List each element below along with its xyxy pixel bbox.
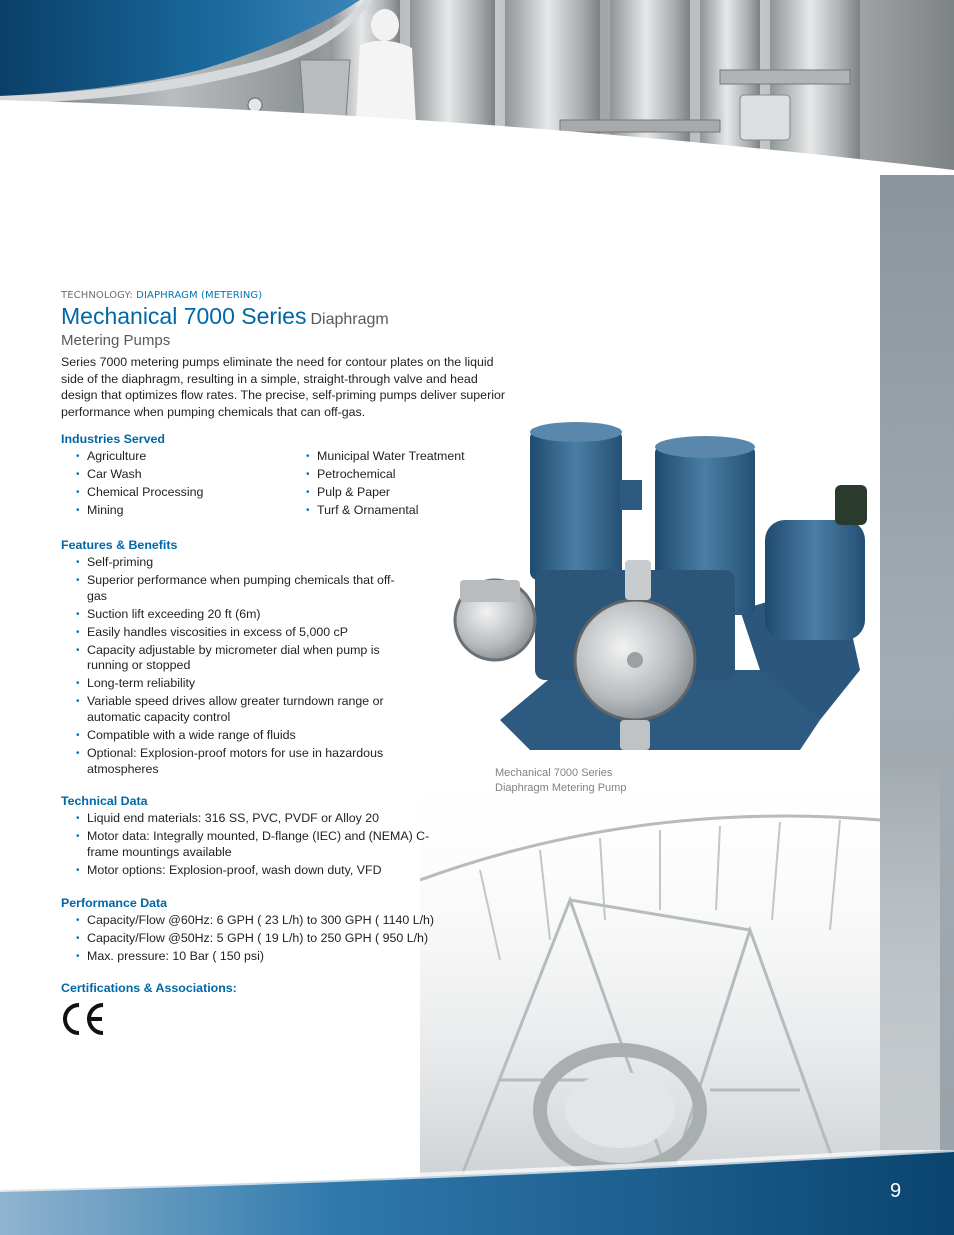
technical-heading: Technical Data [61, 794, 148, 809]
features-list [61, 555, 406, 778]
list-item: • Optional: Explosion-proof motors for use in hazardous atmospheres [76, 746, 406, 777]
list-item: • Self-priming [76, 555, 406, 571]
list-item: • Chemical Processing [76, 485, 291, 501]
title-sub: Diaphragm [310, 311, 389, 328]
page-title [61, 304, 521, 332]
list-item: • Petrochemical [306, 467, 521, 483]
list-item: • Car Wash [76, 467, 291, 483]
list-item: • Motor options: Explosion-proof, wash down duty, VFD [76, 863, 446, 879]
ce-mark-icon [61, 1002, 521, 1041]
list-item: • Capacity/Flow @60Hz: 6 GPH ( 23 L/h) to 300 GPH ( 1140 L/h) [76, 913, 496, 929]
list-item: • Capacity adjustable by micrometer dial when pump is running or stopped [76, 643, 406, 674]
list-item: • Easily handles viscosities in excess of 5,000 cP [76, 625, 406, 641]
list-item: • Agriculture [76, 449, 291, 465]
list-item: • Variable speed drives allow greater turndown range or automatic capacity control [76, 694, 406, 725]
list-item: • Municipal Water Treatment [306, 449, 521, 465]
title-main: Mechanical 7000 Series [61, 303, 307, 329]
industries-heading: Industries Served [61, 431, 165, 446]
technical-list [61, 811, 446, 878]
caption-line-1: Mechanical 7000 Series [495, 767, 613, 779]
main-content [61, 290, 521, 1041]
list-item: • Max. pressure: 10 Bar ( 150 psi) [76, 949, 496, 965]
technology-label: TECHNOLOGY: [61, 290, 133, 301]
certifications-heading: Certifications & Associations: [61, 981, 237, 996]
list-item: • Liquid end materials: 316 SS, PVC, PVDF or Alloy 20 [76, 811, 446, 827]
features-heading: Features & Benefits [61, 537, 178, 552]
product-caption [495, 766, 695, 796]
performance-heading: Performance Data [61, 895, 168, 910]
footer-blue-band [0, 1150, 954, 1235]
list-item: • Suction lift exceeding 20 ft (6m) [76, 607, 406, 623]
industries-list [61, 449, 521, 537]
industries-col-1 [61, 449, 291, 521]
technology-line [61, 290, 521, 301]
list-item: • Superior performance when pumping chemicals that off-gas [76, 573, 406, 604]
intro-paragraph: Series 7000 metering pumps eliminate the need for contour plates on the liquid side of the diaphragm, resulting in a simple, straight-through valve and head design that optimizes flow rates. The precise, self-priming pumps deliver superior performance when pumping chemicals that can off-gas. [61, 355, 505, 420]
list-item: • Long-term reliability [76, 676, 406, 692]
caption-line-2: Diaphragm Metering Pump [495, 782, 627, 794]
title-line-2: Metering Pumps [61, 332, 171, 349]
performance-list [61, 913, 496, 965]
list-item: • Mining [76, 503, 291, 519]
technology-value: DIAPHRAGM (METERING) [136, 290, 263, 301]
list-item: • Compatible with a wide range of fluids [76, 728, 406, 744]
list-item: • Capacity/Flow @50Hz: 5 GPH ( 19 L/h) to 250 GPH ( 950 L/h) [76, 931, 496, 947]
list-item: • Motor data: Integrally mounted, D-flange (IEC) and (NEMA) C-frame mountings available [76, 829, 446, 860]
list-item: • Turf & Ornamental [306, 503, 521, 519]
industries-col-2 [291, 449, 521, 521]
page-number: 9 [890, 1180, 902, 1202]
list-item: • Pulp & Paper [306, 485, 521, 501]
